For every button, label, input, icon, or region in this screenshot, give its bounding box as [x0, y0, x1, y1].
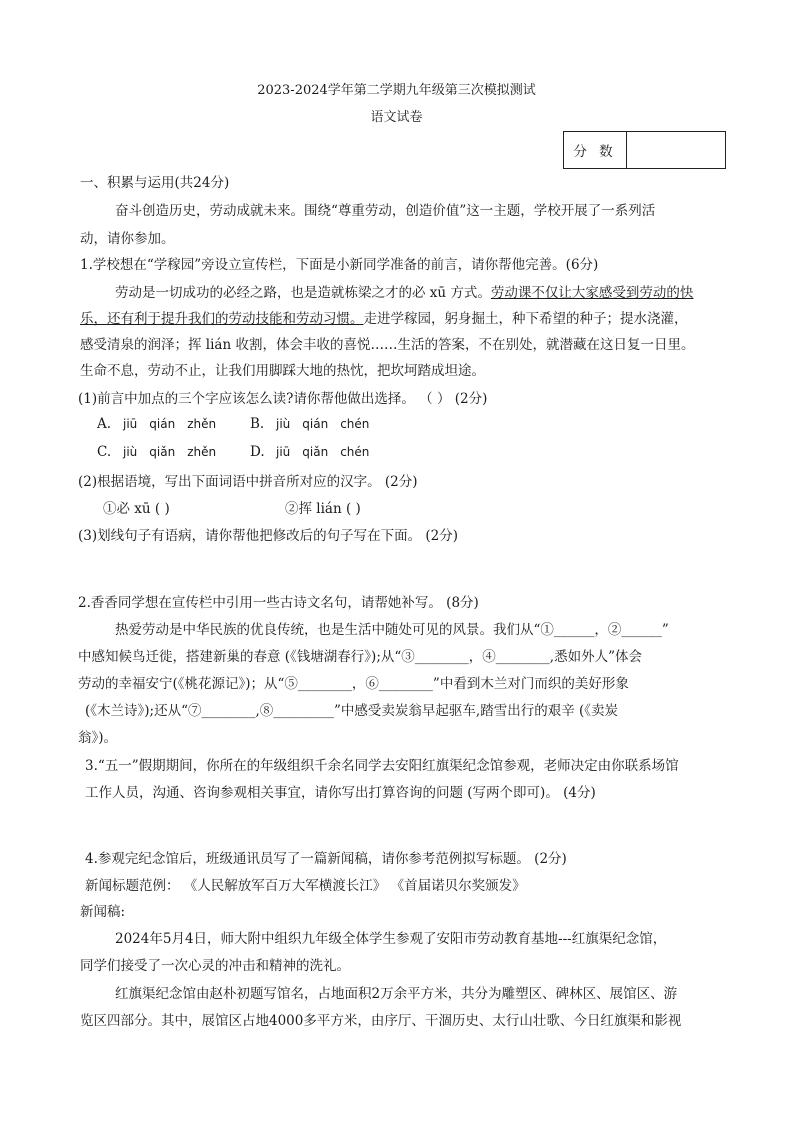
q3-line2: 工作人员，沟通、咨询参观相关事宜，请你写出打算咨询的问题 (写两个即可)。 (4分)	[85, 785, 596, 801]
exam-title: 2023-2024学年第二学期九年级第三次模拟测试	[257, 83, 536, 98]
q1-blank1[interactable]: ①必 xū ( )	[103, 501, 170, 517]
option-c[interactable]: C. jiù qiǎn zhěn	[97, 444, 217, 460]
q1-stem: 1.学校想在“学稼园”旁设立宣传栏，下面是小新同学准备的前言，请你帮他完善。(6分)	[80, 257, 599, 273]
option-b[interactable]: B. jiù qián chén	[250, 416, 370, 432]
q1-preface-line2: 乐，还有利于提升我们的劳动技能和劳动习惯。走进学稼园，躬身掘土，种下希望的种子；提水浇灌，	[80, 311, 688, 327]
q4-para1-line1: 2024年5月4日，师大附中组织九年级全体学生参观了安阳市劳动教育基地---红旗渠纪念馆，	[115, 931, 667, 947]
q2-line1: 热爱劳动是中华民族的优良传统，也是生活中随处可见的风景。我们从“①______，②______”	[115, 622, 669, 638]
section-heading: 一、积累与运用(共24分)	[80, 175, 230, 191]
option-a[interactable]: A. jiū qián zhěn	[97, 416, 217, 432]
q3-line1: 3.“五一”假期期间，你所在的年级组织千余名同学去安阳红旗渠纪念馆参观，老师决定由你联系场馆	[85, 758, 679, 774]
option-d[interactable]: D. jiū qiǎn chén	[250, 444, 370, 460]
q2-line3: 劳动的幸福安宁(《桃花源记》)；从“⑤________，⑥________”中看到木兰对门而织的美好形象	[78, 676, 629, 692]
q1-blank2[interactable]: ②挥 lián ( )	[285, 501, 361, 517]
q4-news-label: 新闻稿:	[80, 904, 126, 920]
q4-example: 新闻标题范例： 《人民解放军百万大军横渡长江》 《首届诺贝尔奖颁发》	[85, 878, 526, 894]
q2-line5: 翁》)。	[78, 730, 118, 746]
section-intro-line1: 奋斗创造历史，劳动成就未来。围绕“尊重劳动，创造价值”这一主题，学校开展了一系列活	[115, 203, 656, 219]
underlined-sentence: 劳动课不仅让大家感受到劳动的快	[490, 285, 694, 301]
score-label: 分 数	[564, 132, 627, 168]
score-value-field[interactable]	[627, 132, 725, 168]
q1-sub3: (3)划线句子有语病，请你帮他把修改后的句子写在下面。 (2分)	[78, 528, 459, 544]
score-box	[563, 131, 726, 169]
q4-para2-line1: 红旗渠纪念馆由赵朴初题写馆名，占地面积2万余平方米，共分为雕塑区、碑林区、展馆区、游	[115, 986, 678, 1002]
q4-stem: 4.参观完纪念馆后，班级通讯员写了一篇新闻稿，请你参考范例拟写标题。 (2分)	[85, 851, 567, 867]
q2-line2: 中感知候鸟迁徙，搭建新巢的春意 (《钱塘湖春行》);从“③________，④________,悉如外人”体会	[78, 649, 642, 665]
q1-preface-line1: 劳动是一切成功的必经之路，也是造就栋梁之才的必 xū 方式。劳动课不仅让大家感受到劳动的快	[115, 285, 694, 301]
section-intro-line2: 动，请你参加。	[80, 231, 175, 247]
q1-sub1: (1)前言中加点的三个字应该怎么读?请你帮他做出选择。 （ ） (2分)	[78, 391, 488, 407]
q1-sub2: (2)根据语境，写出下面词语中拼音所对应的汉字。 (2分)	[78, 474, 418, 490]
q1-preface-line4: 生命不息，劳动不止，让我们用脚踩大地的热忱，把坎坷踏成坦途。	[80, 363, 485, 379]
underlined-sentence: 乐，还有利于提升我们的劳动技能和劳动习惯。	[80, 311, 364, 327]
q1-preface-line3: 感受清泉的润泽；挥 lián 收割，体会丰收的喜悦……生活的答案，不在别处，就潜藏在这日复一日里。	[80, 337, 695, 353]
q4-para1-line2: 同学们接受了一次心灵的冲击和精神的洗礼。	[80, 958, 350, 974]
exam-subtitle: 语文试卷	[370, 110, 423, 125]
q4-para2-line2: 览区四部分。其中，展馆区占地4000多平方米，由序厅、干涸历史、太行山壮歌、今日红旗渠和影视	[80, 1013, 682, 1029]
q2-line4: (《木兰诗》);还从“⑦________,⑧_________”中感受卖炭翁早起驱车,踏雪出行的艰辛 (《卖炭	[85, 703, 619, 719]
q2-stem: 2.香香同学想在宣传栏中引用一些古诗文名句，请帮她补写。 (8分)	[78, 595, 479, 611]
